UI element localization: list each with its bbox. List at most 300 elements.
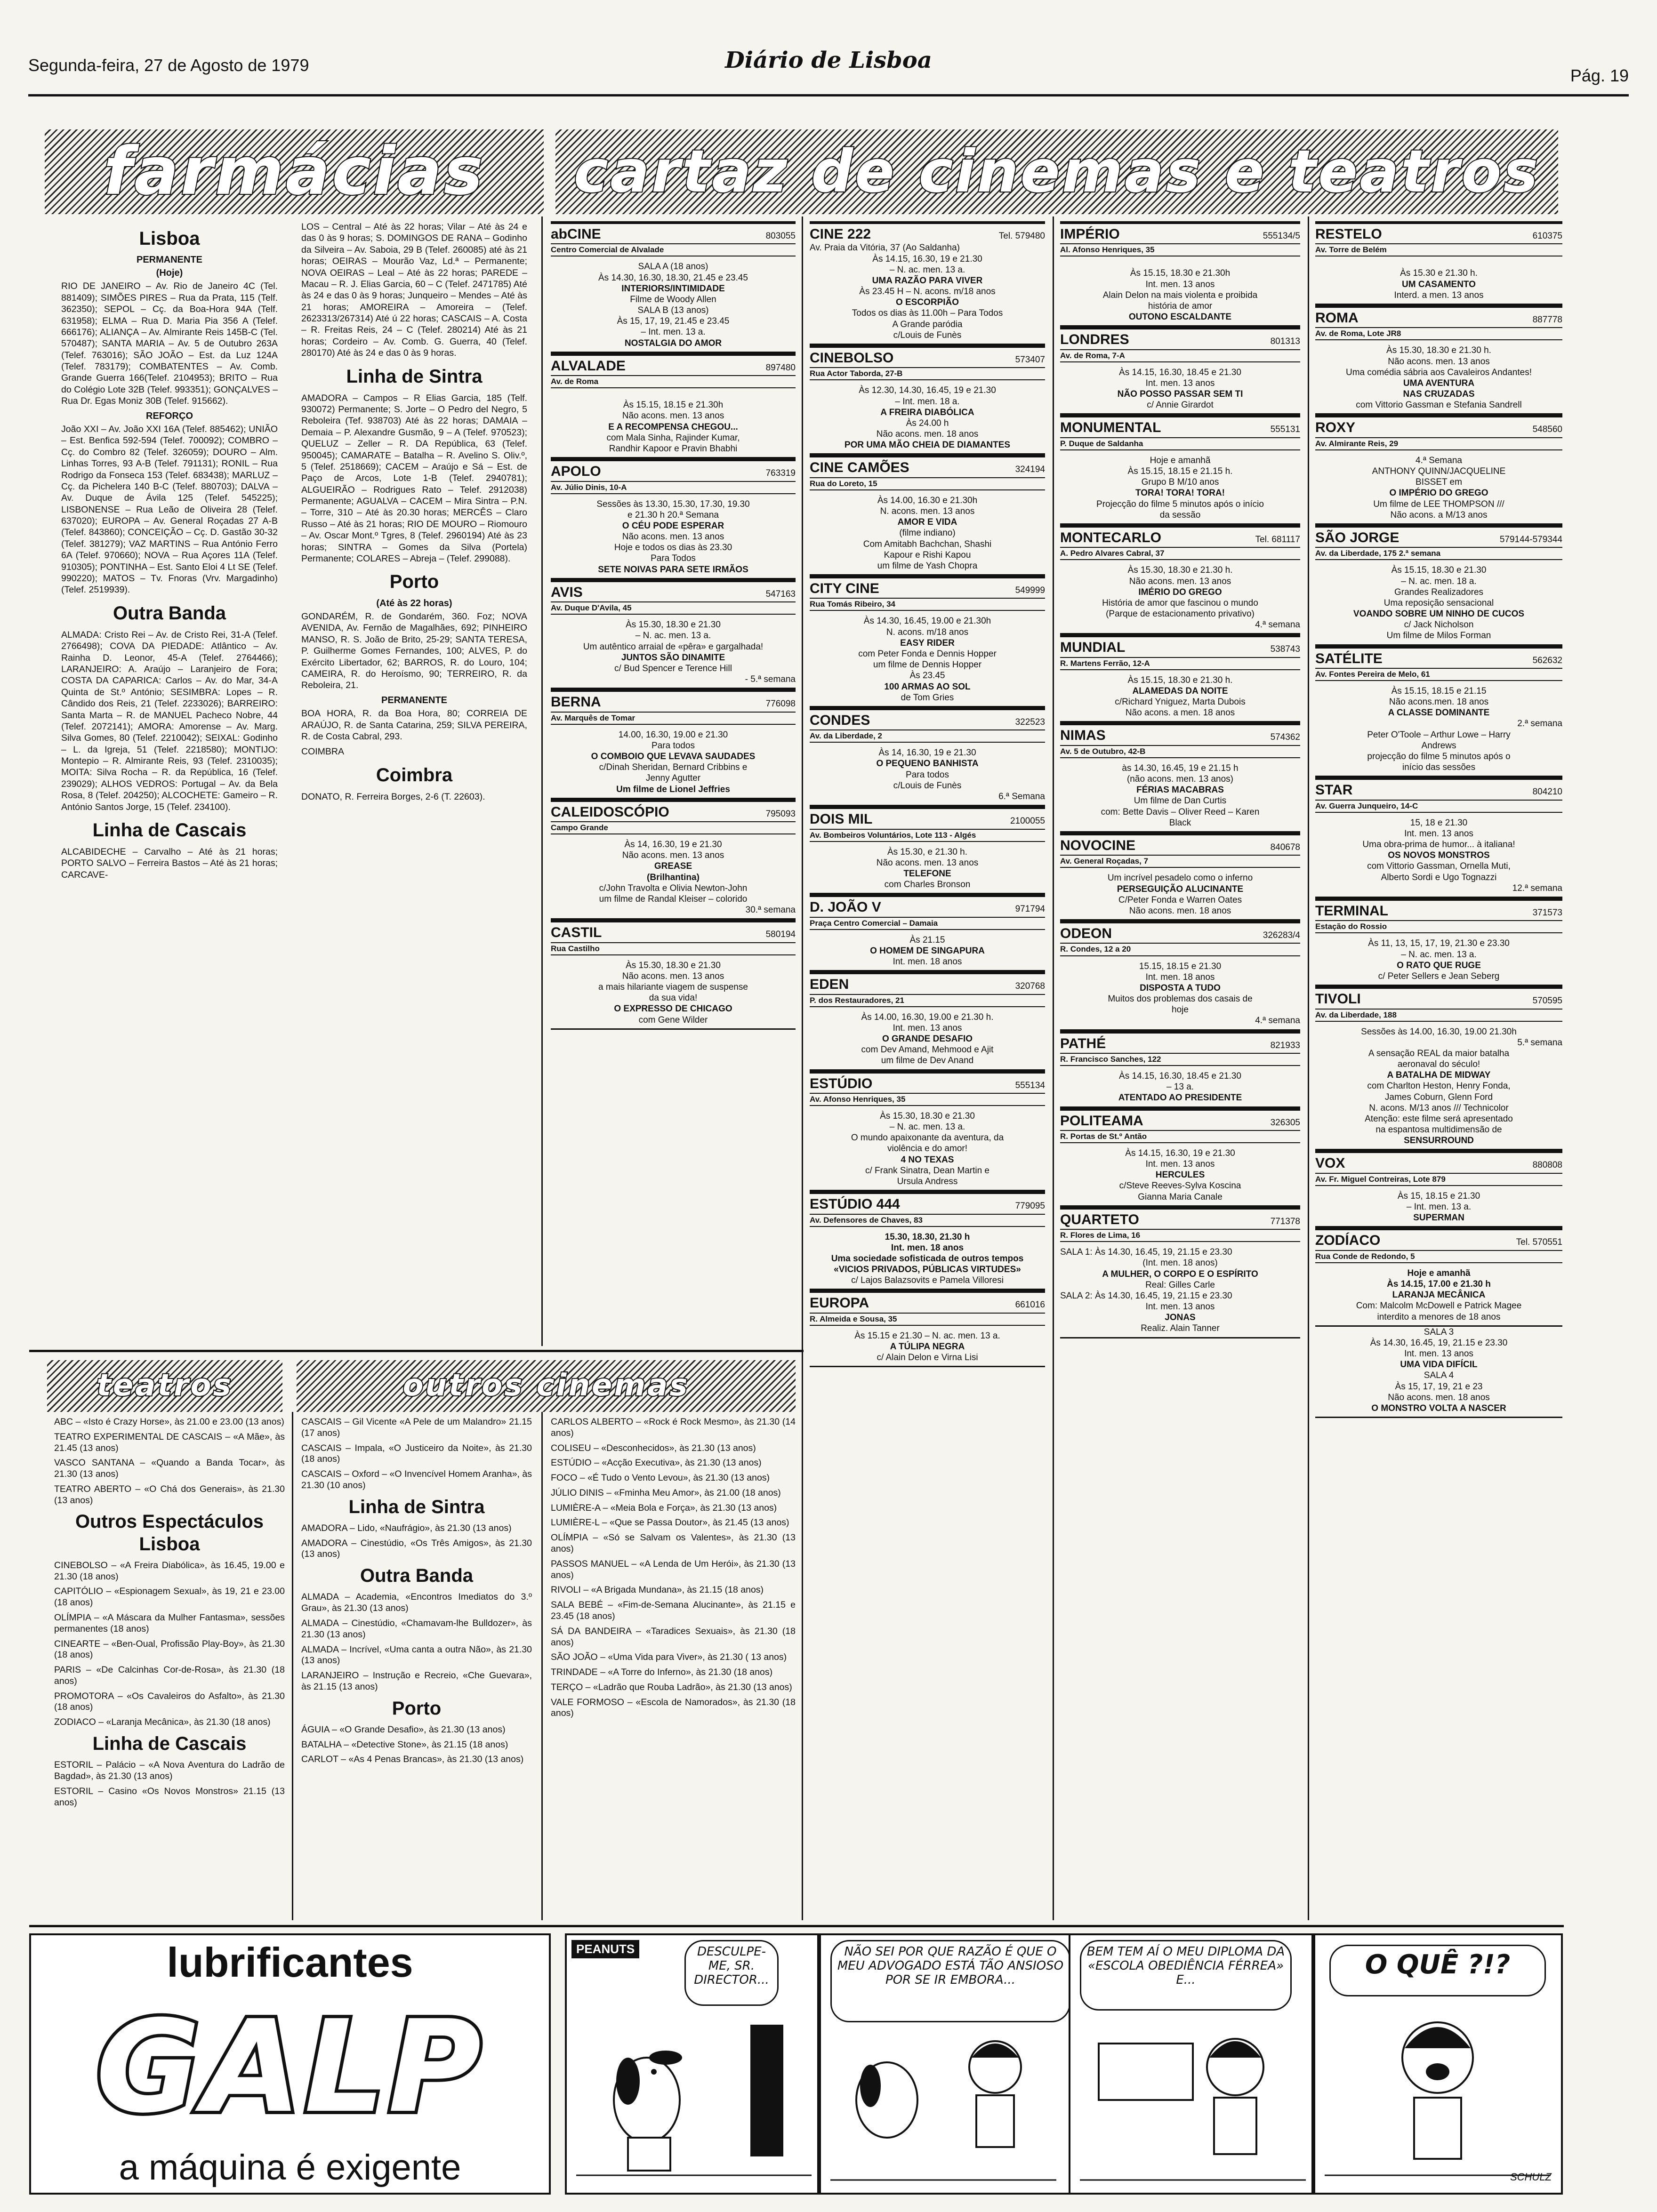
cinema-listing bbox=[1060, 327, 1300, 415]
cinema-phone: 320768 bbox=[1015, 981, 1045, 992]
cinema-name: SATÉLITE bbox=[1315, 650, 1383, 666]
screening-info: na espantosa multidimensão de bbox=[1375, 1125, 1502, 1135]
speech-bubble: DESCULPE-ME, SR. DIRECTOR... bbox=[684, 1940, 779, 2006]
cinema-address: Av. de Roma bbox=[551, 375, 796, 388]
cinema-listing bbox=[1315, 221, 1562, 305]
listing-entry: OLÍMPIA – «Só se Salvam os Valentes», às 21.30 (13 anos) bbox=[551, 1532, 796, 1555]
cinema-phone: 549999 bbox=[1015, 585, 1045, 596]
screening-info: Int. men. 13 anos bbox=[1145, 1302, 1215, 1312]
cinema-address: R. Francisco Sanches, 122 bbox=[1060, 1053, 1300, 1066]
cinema-name: CINE 222 bbox=[810, 226, 871, 242]
screening-info: 4.ª semana bbox=[1255, 1016, 1300, 1026]
cinema-header bbox=[810, 1290, 1045, 1311]
film-title: IMÉRIO DO GREGO bbox=[1138, 587, 1222, 597]
listing-entry: ÁGUIA – «O Grande Desafio», às 21.30 (13 anos) bbox=[301, 1724, 506, 1735]
screening-info: Às 14, 16.30, 19 e 21.30 bbox=[624, 840, 722, 850]
cinema-listing bbox=[1315, 415, 1562, 524]
cinema-name: ZODÍACO bbox=[1315, 1233, 1381, 1249]
listing-entry: ALMADA – Incrível, «Uma canta a outra Não», às 21.30 (13 anos) bbox=[301, 1644, 532, 1666]
film-title: A FREIRA DIABÓLICA bbox=[880, 407, 974, 417]
cinema-name: SÃO JORGE bbox=[1315, 529, 1400, 545]
cinema-address: Rua Conde de Redondo, 5 bbox=[1315, 1250, 1562, 1263]
film-title: PERSEGUIÇÃO ALUCINANTE bbox=[1117, 884, 1244, 894]
cinema-address: R. Martens Ferrão, 12-A bbox=[1060, 657, 1300, 670]
film-title: O ESCORPIÃO bbox=[895, 297, 959, 308]
cinema-header bbox=[1315, 986, 1562, 1007]
screening-info: com Mala Sinha, Rajinder Kumar, bbox=[606, 433, 740, 443]
snoopy-and-peppermint-patty-drawing bbox=[576, 2006, 812, 2189]
screening-info: – Int. men. 13 a. bbox=[1406, 1202, 1472, 1212]
film-title: LARANJA MECÂNICA bbox=[1392, 1290, 1486, 1300]
screening-info: N. acons. M/13 anos /// Technicolor bbox=[1369, 1103, 1509, 1113]
cinema-header bbox=[551, 920, 796, 941]
cinema-header bbox=[1315, 1150, 1562, 1171]
screening-info: Às 15.15, 18.15 e 21.15 h. bbox=[1127, 466, 1233, 477]
cinema-address: Av. Duque D'Avila, 45 bbox=[551, 601, 796, 615]
film-title: FÉRIAS MACABRAS bbox=[1136, 785, 1224, 795]
patty-shouting-drawing bbox=[1325, 2006, 1551, 2185]
screening-info: Às 15.15, 18.30 e 21.30h bbox=[1130, 268, 1231, 279]
section-subheading: (Hoje) bbox=[156, 267, 183, 278]
cinema-listing bbox=[1315, 1327, 1562, 1418]
cinema-header bbox=[551, 689, 796, 710]
screening-info: Para todos bbox=[652, 740, 695, 751]
screening-info: Realiz. Alain Tanner bbox=[1141, 1323, 1220, 1334]
screening-info: história de amor bbox=[1148, 301, 1213, 311]
screening-info: Um filme de LEE THOMPSON /// bbox=[1373, 499, 1504, 509]
screening-info: Uma reposição sensacional bbox=[1384, 598, 1494, 608]
column-divider bbox=[541, 216, 543, 1346]
cinema-phone: 322523 bbox=[1015, 717, 1045, 727]
screening-info: com Gene Wilder bbox=[638, 1015, 708, 1025]
screening-info: – N. ac. men. 13 a. bbox=[635, 631, 711, 641]
cinema-header bbox=[1060, 1207, 1300, 1228]
farmacias-column-1 bbox=[61, 221, 278, 1337]
cinema-name: CASTIL bbox=[551, 925, 602, 941]
comic-panel-1 bbox=[565, 1933, 819, 2195]
cinema-address: Av. da Liberdade, 2 bbox=[810, 729, 1045, 743]
screening-info: 6.ª Semana bbox=[998, 791, 1045, 801]
screening-info: Às 14.30, 16.45, 19.00 e 21.30h bbox=[863, 616, 991, 626]
screening-info: com: Bette Davis – Oliver Reed – Karen bbox=[1101, 807, 1260, 817]
cinema-name: CONDES bbox=[810, 712, 870, 728]
screening-info: Às 14.15, 16.30, 18.45 e 21.30 bbox=[1119, 367, 1241, 377]
cinema-address: Estação do Rossio bbox=[1315, 920, 1562, 933]
screening-info: SALA 4 bbox=[1424, 1370, 1454, 1381]
screening-info: (filme indiano) bbox=[899, 528, 956, 538]
screening-info: hoje bbox=[1172, 1005, 1189, 1015]
cinema-header bbox=[1060, 525, 1300, 546]
screening-info: violência e do amor! bbox=[887, 1144, 968, 1154]
section-heading: Porto bbox=[392, 1698, 442, 1719]
section-heading: Linha de Sintra bbox=[346, 366, 483, 387]
cinema-address: Av. da Liberdade, 175 2.ª semana bbox=[1315, 547, 1562, 560]
listing-entry: ZODIACO – «Laranja Mecânica», às 21.30 (18 anos) bbox=[54, 1717, 271, 1728]
screening-info: Grandes Realizadores bbox=[1394, 587, 1484, 597]
cinema-address: Av. Defensores de Chaves, 83 bbox=[810, 1214, 1045, 1227]
cinema-header bbox=[1315, 525, 1562, 546]
cinema-listing bbox=[551, 920, 796, 1029]
cinema-phone: 580194 bbox=[765, 930, 796, 940]
film-title: OUTONO ESCALDANTE bbox=[1128, 312, 1232, 322]
cinemas-column-1 bbox=[551, 221, 796, 1351]
cinema-listing bbox=[1060, 415, 1300, 524]
cinema-name: AVIS bbox=[551, 584, 583, 600]
pharmacy-list: João XXI – Av. João XXI 16A (Telef. 885462); UNIÃO – Est. Benfica 592-594 (Telef. 700092); COMBRO – Cç. do Combro 82 (Telef. 326059); DOURO – Alm. Linhas Torres, 93 A-B (Telef. 791131); RONIL – Rua Rodrigo da Fonseca 153 (Telef. 683438); MARLUZ – Cç. da Pichelera 140 B-C (Telef. 880703); DALVA – Av. Duque de Ávila 125 (Telef. 545225); LISBONENSE – Rua Leão de Oliveira 28 (Telef. 637020); EUROPA – Av. General Roçadas 27 A-B (Telef. 843860); CONCEIÇÃO – Cç. D. Gastão 30-32 (Telef. 381279); VAZ MARTINS – Rua António Ferro 6A (Telef. 970660); NOVA – Rua Açores 11A (Telef. 910305); PONTINHA – Est. Santo Eloi 4 Lt SE (Telef. 990220); MATOS – Tv. Fnoras (Vrv. Margadinho) (Telef. 2519939). bbox=[61, 424, 278, 595]
cinema-listing bbox=[551, 689, 796, 799]
screening-info: Interd. a men. 13 anos bbox=[1394, 290, 1484, 300]
film-title: POR UMA MÃO CHEIA DE DIAMANTES bbox=[844, 440, 1011, 450]
cinema-name: PATHÉ bbox=[1060, 1035, 1106, 1051]
cinema-name: TERMINAL bbox=[1315, 903, 1388, 919]
column-divider bbox=[1308, 216, 1309, 1920]
cinema-phone: 547163 bbox=[765, 589, 796, 599]
cinema-phone: 555131 bbox=[1270, 425, 1300, 435]
section-heading: Outra Banda bbox=[113, 602, 226, 624]
patty-holding-diploma-drawing bbox=[1080, 2015, 1306, 2189]
film-title: AMOR E VIDA bbox=[897, 517, 957, 528]
cinema-listing bbox=[1315, 777, 1562, 898]
screening-info: 5.ª semana bbox=[1517, 1037, 1562, 1048]
screening-info: c/ Alain Delon e Virna Lisi bbox=[877, 1353, 978, 1363]
cinema-phone: 771378 bbox=[1270, 1216, 1300, 1226]
screening-info: Às 15.30, 18.30 e 21.30 h. bbox=[1386, 345, 1491, 356]
cinema-address: Praça Centro Comercial – Damaia bbox=[810, 917, 1045, 930]
cinema-address: Av. Afonso Henriques, 35 bbox=[810, 1093, 1045, 1106]
screening-info: Às 23.45 bbox=[909, 671, 945, 681]
screening-info: Não acons. men. 18 anos bbox=[1388, 1392, 1490, 1403]
cinema-address: Av. Fr. Miguel Contreiras, Lote 879 bbox=[1315, 1173, 1562, 1186]
listing-entry: VASCO SANTANA – «Quando a Banda Tocar», às 21.30 (13 anos) bbox=[54, 1458, 285, 1480]
cinema-header bbox=[810, 576, 1045, 597]
screening-info: c/Richard Yniguez, Marta Dubois bbox=[1115, 697, 1246, 707]
film-title: Uma sociedade sofisticada de outros tempos bbox=[831, 1253, 1024, 1264]
cinema-listing bbox=[1060, 1108, 1300, 1207]
screening-info: Int. men. 13 anos bbox=[1145, 279, 1215, 289]
cinema-header bbox=[1060, 221, 1300, 242]
screening-info: Um autêntico arraial de «pêra» e gargalhada! bbox=[583, 641, 764, 652]
screening-info: Às 21.15 bbox=[909, 935, 945, 945]
screening-info: Real: Gilles Carle bbox=[1145, 1280, 1215, 1290]
film-title: UM CASAMENTO bbox=[1402, 279, 1476, 289]
screening-info: Gianna Maria Canale bbox=[1138, 1192, 1223, 1202]
section-rule bbox=[29, 1350, 804, 1352]
film-title: E A RECOMPENSA CHEGOU... bbox=[608, 422, 738, 432]
cinema-listing bbox=[1315, 986, 1562, 1150]
film-title: JUNTOS SÃO DINAMITE bbox=[621, 652, 725, 663]
screening-info bbox=[1315, 261, 1562, 268]
film-title: Às 14.15, 17.00 e 21.30 h bbox=[1387, 1279, 1491, 1289]
listing-entry: CARLOS ALBERTO – «Rock é Rock Mesmo», às 21.30 (14 anos) bbox=[551, 1417, 796, 1438]
cinema-phone: 803055 bbox=[765, 231, 796, 241]
film-title: A MULHER, O CORPO E O ESPÍRITO bbox=[1102, 1269, 1258, 1279]
listing-entry: CAPITÓLIO – «Espionagem Sexual», às 19, 21 e 23.00 (18 anos) bbox=[54, 1586, 285, 1608]
cinema-address: Av. Júlio Dinis, 10-A bbox=[551, 481, 796, 494]
cinema-listing bbox=[1315, 646, 1562, 777]
section-heading: Linha de Cascais bbox=[92, 1733, 247, 1754]
screening-info: Um filme de Dan Curtis bbox=[1134, 796, 1227, 806]
film-title: JONAS bbox=[1165, 1313, 1196, 1323]
film-title: ATENTADO AO PRESIDENTE bbox=[1118, 1093, 1242, 1103]
cinema-header bbox=[810, 806, 1045, 827]
film-title: OS NOVOS MONSTROS bbox=[1388, 850, 1490, 861]
cinema-listing bbox=[1060, 221, 1300, 327]
screening-info: James Coburn, Glenn Ford bbox=[1384, 1092, 1493, 1102]
section-subheading: PERMANENTE bbox=[381, 695, 447, 705]
pharmacy-list: BOA HORA, R. da Boa Hora, 80; CORREIA DE ARAÚJO, R. de Santa Catarina, 259; SILVA PEREIRA, R. de Costa Cabral, 293. bbox=[301, 708, 527, 742]
film-title: O HOMEM DE SINGAPURA bbox=[870, 946, 985, 956]
film-title: UMA VIDA DIFÍCIL bbox=[1400, 1360, 1478, 1370]
screening-info: com Dev Amand, Mehmood e Ajit bbox=[861, 1045, 994, 1055]
screening-info: (Parque de estacionamento privativo) bbox=[1106, 609, 1255, 619]
cinema-header bbox=[1315, 777, 1562, 798]
galp-logo: GALP bbox=[96, 1992, 484, 2141]
film-title: EASY RIDER bbox=[900, 638, 955, 648]
cinema-name: EUROPA bbox=[810, 1295, 869, 1311]
cinema-listing bbox=[810, 221, 1045, 345]
film-title: Int. men. 18 anos bbox=[891, 1242, 964, 1253]
cinema-address: Av. Marquês de Tomar bbox=[551, 712, 796, 725]
film-title: SETE NOIVAS PARA SETE IRMÃOS bbox=[598, 564, 748, 575]
screening-info: Não acons. a M/13 anos bbox=[1390, 510, 1488, 520]
cinema-phone: 971794 bbox=[1015, 904, 1045, 914]
screening-info: Int. men. 13 anos bbox=[1145, 378, 1215, 388]
screening-info: com Charlton Heston, Henry Fonda, bbox=[1367, 1081, 1511, 1091]
screening-info: Às 23.45 H – N. acons. m/18 anos bbox=[859, 287, 996, 297]
screening-info: Às 14.00, 16.30, 19.00 e 21.30 h. bbox=[861, 1012, 994, 1022]
cinema-header bbox=[1060, 1031, 1300, 1052]
cinema-name: APOLO bbox=[551, 464, 601, 480]
cinema-header bbox=[551, 458, 796, 480]
listing-entry: SÃO JOÃO – «Uma Vida para Viver», às 21.30 ( 13 anos) bbox=[551, 1652, 787, 1663]
screening-info: BISSET em bbox=[1416, 477, 1462, 488]
cinema-name: QUARTETO bbox=[1060, 1211, 1139, 1227]
screening-info: Às 15.15, 18.30 e 21.30 bbox=[1391, 565, 1487, 576]
cinema-name: NIMAS bbox=[1060, 728, 1106, 744]
screening-info: – N. ac. men. 13 a. bbox=[889, 1122, 965, 1132]
cinema-name: LONDRES bbox=[1060, 332, 1129, 348]
screening-info: Não acons. men. 13 anos bbox=[622, 971, 724, 981]
section-heading: Outra Banda bbox=[360, 1565, 474, 1587]
screening-info: Int. men. 13 anos bbox=[1404, 1349, 1473, 1359]
cinemas-column-4 bbox=[1315, 221, 1562, 1915]
cinema-header bbox=[810, 455, 1045, 476]
screening-info: Int. men. 18 anos bbox=[1145, 972, 1215, 982]
cinema-phone: 538743 bbox=[1270, 644, 1300, 655]
cinema-name: CALEIDOSCÓPIO bbox=[551, 804, 669, 820]
advert-tagline: lubrificantes bbox=[167, 1939, 413, 1986]
screening-info: Não acons. men. 13 anos bbox=[622, 532, 724, 542]
screening-info: Às 14.30, 16.30, 18.30, 21.45 e 23.45 bbox=[598, 272, 748, 283]
screening-info: Às 15.30, e 21.30 h. bbox=[887, 847, 968, 857]
cinema-header bbox=[810, 221, 1045, 242]
screening-info: Um incrível pesadelo como o inferno bbox=[1107, 873, 1253, 883]
teatros-banner: teatros bbox=[47, 1360, 282, 1412]
section-rule bbox=[29, 1925, 1564, 1927]
cinema-name: ESTÚDIO 444 bbox=[810, 1196, 900, 1212]
listing-entry: CARLOT – «As 4 Penas Brancas», às 21.30 (13 anos) bbox=[301, 1754, 524, 1765]
pharmacy-list: ALCABIDECHE – Carvalho – Até às 21 horas; PORTO SALVO – Ferreira Bastos – Até às 21 horas; CARCAVE- bbox=[61, 847, 278, 880]
screening-info: início das sessões bbox=[1402, 762, 1476, 773]
cinema-phone: 661016 bbox=[1015, 1300, 1045, 1310]
cinema-listing bbox=[810, 1071, 1045, 1192]
cinema-phone: 326283/4 bbox=[1263, 930, 1300, 941]
screening-info: - 5.ª semana bbox=[745, 674, 796, 685]
cinema-listing bbox=[1315, 898, 1562, 986]
pharmacy-list: COIMBRA bbox=[301, 746, 345, 757]
screening-info: 15, 18 e 21.30 bbox=[1410, 817, 1468, 828]
screening-info: c/ Annie Girardot bbox=[1147, 400, 1214, 410]
cinema-listing bbox=[810, 345, 1045, 455]
cinema-phone: 897480 bbox=[765, 362, 796, 373]
cinema-name: RESTELO bbox=[1315, 226, 1382, 242]
film-title: O COMBOIO QUE LEVAVA SAUDADES bbox=[591, 752, 756, 761]
screening-info: a mais hilariante viagem de suspense bbox=[598, 982, 748, 993]
comic-panel-2 bbox=[819, 1933, 1083, 2195]
screening-info: com Vittorio Gassman, Ornella Muti, bbox=[1367, 861, 1511, 872]
cinema-name: NOVOCINE bbox=[1060, 837, 1136, 853]
film-title: O CÉU PODE ESPERAR bbox=[622, 521, 724, 531]
column-divider bbox=[541, 1412, 543, 1920]
cinema-listing bbox=[810, 1191, 1045, 1290]
screening-info: 4.ª semana bbox=[1255, 620, 1300, 630]
cinema-address: Av. Fontes Pereira de Melo, 61 bbox=[1315, 668, 1562, 681]
listing-entry: AMADORA – Lido, «Naufrágio», às 21.30 (13 anos) bbox=[301, 1523, 512, 1533]
screening-info: Às 14.15, 16.30, 18.45 e 21.30 bbox=[1119, 1071, 1241, 1081]
cinema-header bbox=[1060, 833, 1300, 854]
newspaper-title: Diário de Lisboa bbox=[725, 47, 932, 73]
screening-info: Uma obra-prima de humor... à italiana! bbox=[1362, 840, 1515, 850]
cinema-name: ALVALADE bbox=[551, 358, 626, 374]
listing-entry: LUMIÈRE-L – «Que se Passa Doutor», às 21.45 (13 anos) bbox=[551, 1517, 789, 1528]
screening-info: Um filme de Milos Forman bbox=[1386, 631, 1491, 641]
cinema-listing bbox=[551, 221, 796, 353]
screening-info: Não acons.men. 18 anos bbox=[1389, 697, 1489, 707]
screening-info: c/ Peter Sellers e Jean Seberg bbox=[1378, 971, 1500, 981]
cinema-listing bbox=[1315, 1150, 1562, 1227]
screening-info: c/Dinah Sheridan, Bernard Cribbins e bbox=[599, 762, 748, 773]
screening-info: Peter O'Toole – Arthur Lowe – Harry bbox=[1367, 729, 1511, 740]
listing-entry: ALMADA – Cinestúdio, «Chamavam-lhe Bulldozer», às 21.30 (13 anos) bbox=[301, 1618, 532, 1640]
cinema-listing bbox=[551, 353, 796, 458]
screening-info: com Peter Fonda e Dennis Hopper bbox=[858, 649, 997, 659]
film-title: GREASE bbox=[654, 861, 692, 872]
screening-info: Não acons. men. 13 anos bbox=[622, 850, 724, 861]
film-title: O MONSTRO VOLTA A NASCER bbox=[1371, 1403, 1506, 1413]
listing-entry: LUMIÈRE-A – «Meia Bola e Força», às 21.30 (13 anos) bbox=[551, 1502, 777, 1513]
screening-info: Int. men. 13 anos bbox=[1404, 828, 1473, 839]
cinema-header bbox=[1315, 221, 1562, 242]
section-heading: Coimbra bbox=[376, 764, 453, 785]
screening-info: da sessão bbox=[1159, 510, 1201, 520]
cinema-phone: 610375 bbox=[1532, 231, 1562, 241]
cinema-phone: 801313 bbox=[1270, 337, 1300, 347]
screening-info: e 21.30 h 20.ª Semana bbox=[627, 510, 719, 520]
screening-info: – Int. men. 18 a. bbox=[895, 396, 960, 407]
listing-entry: BATALHA – «Detective Stone», às 21.15 (18 anos) bbox=[301, 1739, 508, 1750]
cinema-address: R. Almeida e Sousa, 35 bbox=[810, 1313, 1045, 1326]
cinema-header bbox=[1060, 634, 1300, 656]
cinema-phone: Tel. 570551 bbox=[1516, 1237, 1562, 1248]
listing-entry: SALA BEBÉ – «Fim-de-Semana Alucinante», às 21.15 e 23.45 (18 anos) bbox=[551, 1600, 796, 1621]
screening-info: Às 12.30, 14.30, 16.45, 19 e 21.30 bbox=[859, 385, 996, 396]
film-title: UMA AVENTURA bbox=[1403, 378, 1475, 388]
film-title: (Brilhantina) bbox=[647, 872, 700, 882]
screening-info: Às 15.30, 18.30 e 21.30 bbox=[626, 960, 721, 970]
cinema-address: P. Duque de Saldanha bbox=[1060, 437, 1300, 450]
screening-info: Com: Malcolm McDowell e Patrick Magee bbox=[1356, 1301, 1522, 1311]
cinema-phone: 555134/5 bbox=[1263, 231, 1300, 241]
cinema-address: P. dos Restauradores, 21 bbox=[810, 994, 1045, 1007]
cinema-header bbox=[1315, 1227, 1562, 1249]
listing-entry: ESTORIL – Palácio – «A Nova Aventura do Ladrão de Bagdad», às 21.30 (13 anos) bbox=[54, 1760, 285, 1781]
cinema-listing bbox=[810, 806, 1045, 894]
film-title: Hoje e amanhã bbox=[1407, 1268, 1471, 1278]
cinema-listing bbox=[810, 455, 1045, 576]
film-title: NAS CRUZADAS bbox=[1403, 389, 1475, 400]
cinema-address: Av. da Liberdade, 188 bbox=[1315, 1009, 1562, 1022]
cinema-address: A. Pedro Alvares Cabral, 37 bbox=[1060, 547, 1300, 560]
screening-info: C/Peter Fonda e Warren Oates bbox=[1118, 895, 1242, 905]
cinema-name: VOX bbox=[1315, 1155, 1345, 1171]
comic-panel-3 bbox=[1069, 1933, 1313, 2195]
cinema-address: Av. Guerra Junqueiro, 14-C bbox=[1315, 800, 1562, 813]
film-title: A CLASSE DOMINANTE bbox=[1388, 708, 1490, 718]
screening-info: Às 15, 17, 19, 21 e 23 bbox=[1395, 1381, 1483, 1392]
listing-entry: PASSOS MANUEL – «A Lenda de Um Herói», às 21.30 (13 anos) bbox=[551, 1558, 796, 1580]
listing-entry: TEATRO ABERTO – «O Chá dos Generais», às 21.30 (13 anos) bbox=[54, 1483, 285, 1506]
film-title: O PEQUENO BANHISTA bbox=[876, 759, 979, 769]
film-title: VOANDO SOBRE UM NINHO DE CUCOS bbox=[1353, 609, 1525, 619]
cinema-phone: Tel. 681117 bbox=[1255, 534, 1300, 545]
pharmacy-list: AMADORA – Campos – R Elias Garcia, 185 (Telf. 930072) Permanente; S. Jorte – O Pedro del Negro, 5 Reboleira (Tef. 938703) Até às 22 horas; DAMAIA – Demaia – P. Alexandre Gusmão, 9 – A (Telef. 970523); QUELUZ – Zeller – R. DA República, 63 (Telef. 950045); CAMARATE – Batalha – R. Avelino S. Oliv.º, 5 (Telef. 2518669); CACEM – Araújo e Sá – Est. de Paço de Arcos, Lote 1-B (Telef. 2940781); ALGUEIRÃO – Rodrigues Rato – Telef. 2912038) Permanente; AGUALVA – CACEM – Mira Sintra – P.N. – Torre, 310 – Até às 20.30 horas; MERCÊS – Claro Russo – Até às 21 horas; RIO DE MOURO – Riomouro – Av. Oscar Mont.º Tgres, 8 (Telef. 2960194) Até às 23 horas; SINTRA – Gomes da Silva (Portela) Permanente; COLARES – Abreja – (Telef. 299088). bbox=[301, 393, 527, 564]
cinema-header bbox=[810, 894, 1045, 915]
listing-entry: ESTORIL – Casino «Os Novos Monstros» 21.15 (13 anos) bbox=[54, 1786, 285, 1808]
screening-info: – N. ac. men. 13 a. bbox=[1401, 949, 1477, 960]
listing-entry: TEATRO EXPERIMENTAL DE CASCAIS – «A Mãe», às 21.45 (13 anos) bbox=[54, 1431, 285, 1453]
cinema-address: R. Flores de Lima, 16 bbox=[1060, 1229, 1300, 1242]
section-subheading: REFORÇO bbox=[146, 410, 193, 421]
cinema-listing bbox=[551, 799, 796, 920]
header-rule bbox=[28, 94, 1629, 96]
screening-info: Andrews bbox=[1421, 740, 1456, 751]
section-heading: Linha de Cascais bbox=[92, 819, 247, 841]
listing-entry: CASCAIS – Gil Vicente «A Pele de um Malandro» 21.15 (17 anos) bbox=[301, 1417, 532, 1438]
farmacias-column-2 bbox=[301, 221, 527, 1337]
screening-info: um filme de Dev Anand bbox=[881, 1056, 974, 1066]
cinema-address: Rua do Loreto, 15 bbox=[810, 477, 1045, 490]
outros-cinemas-banner: outros cinemas bbox=[297, 1360, 796, 1412]
film-title: UMA RAZÃO PARA VIVER bbox=[872, 275, 983, 286]
listing-entry: JÚLIO DINIS – «Fminha Meu Amor», às 21.00 (18 anos) bbox=[551, 1487, 781, 1498]
cinema-name: IMPÉRIO bbox=[1060, 226, 1120, 242]
cinema-header bbox=[1315, 646, 1562, 667]
speech-bubble: O QUÊ ?!? bbox=[1329, 1945, 1546, 1996]
listing-entry: LARANJEIRO – Instrução e Recreio, «Che Guevara», às 21.15 (13 anos) bbox=[301, 1670, 532, 1692]
pharmacy-list: GONDARÉM, R. de Gondarém, 360. Foz; NOVA AVENIDA, Av. Fernão de Magalhães, 692; PINHEIRO MANSO, R. S. João de Brito, 25-29; SANTA TERESA, P. Guilherme Gomes Fernandes, 100; ALVES, P. do Exército Libertador, 62; BARROS, R. do Louro, 104; CAMEIRA, R. do Heroísmo, 90; TERREIRO, R. da Reboleira, 21. bbox=[301, 611, 527, 691]
screening-info: c/ Lajos Balazsovits e Pamela Villoresi bbox=[851, 1275, 1004, 1286]
screening-info: Às 15.30, 18.30 e 21.30 bbox=[880, 1111, 975, 1121]
screening-info: Às 15, 17, 19, 21.45 e 23.45 bbox=[617, 316, 730, 327]
listing-entry: ESTÚDIO – «Acção Executiva», às 21.30 (13 anos) bbox=[551, 1458, 762, 1468]
screening-info: Não acons. men. 13 anos bbox=[622, 411, 724, 421]
film-title: Um filme de Lionel Jeffries bbox=[616, 784, 730, 794]
listing-entry: PROMOTORA – «Os Cavaleiros do Asfalto», às 21.30 (18 anos) bbox=[54, 1691, 285, 1713]
cinema-header bbox=[1315, 305, 1562, 326]
pharmacy-list: DONATO, R. Ferreira Borges, 2-6 (T. 22603). bbox=[301, 792, 485, 802]
film-title: ALAMEDAS DA NOITE bbox=[1132, 686, 1228, 696]
screening-info: – Int. men. 13 a. bbox=[641, 327, 706, 337]
